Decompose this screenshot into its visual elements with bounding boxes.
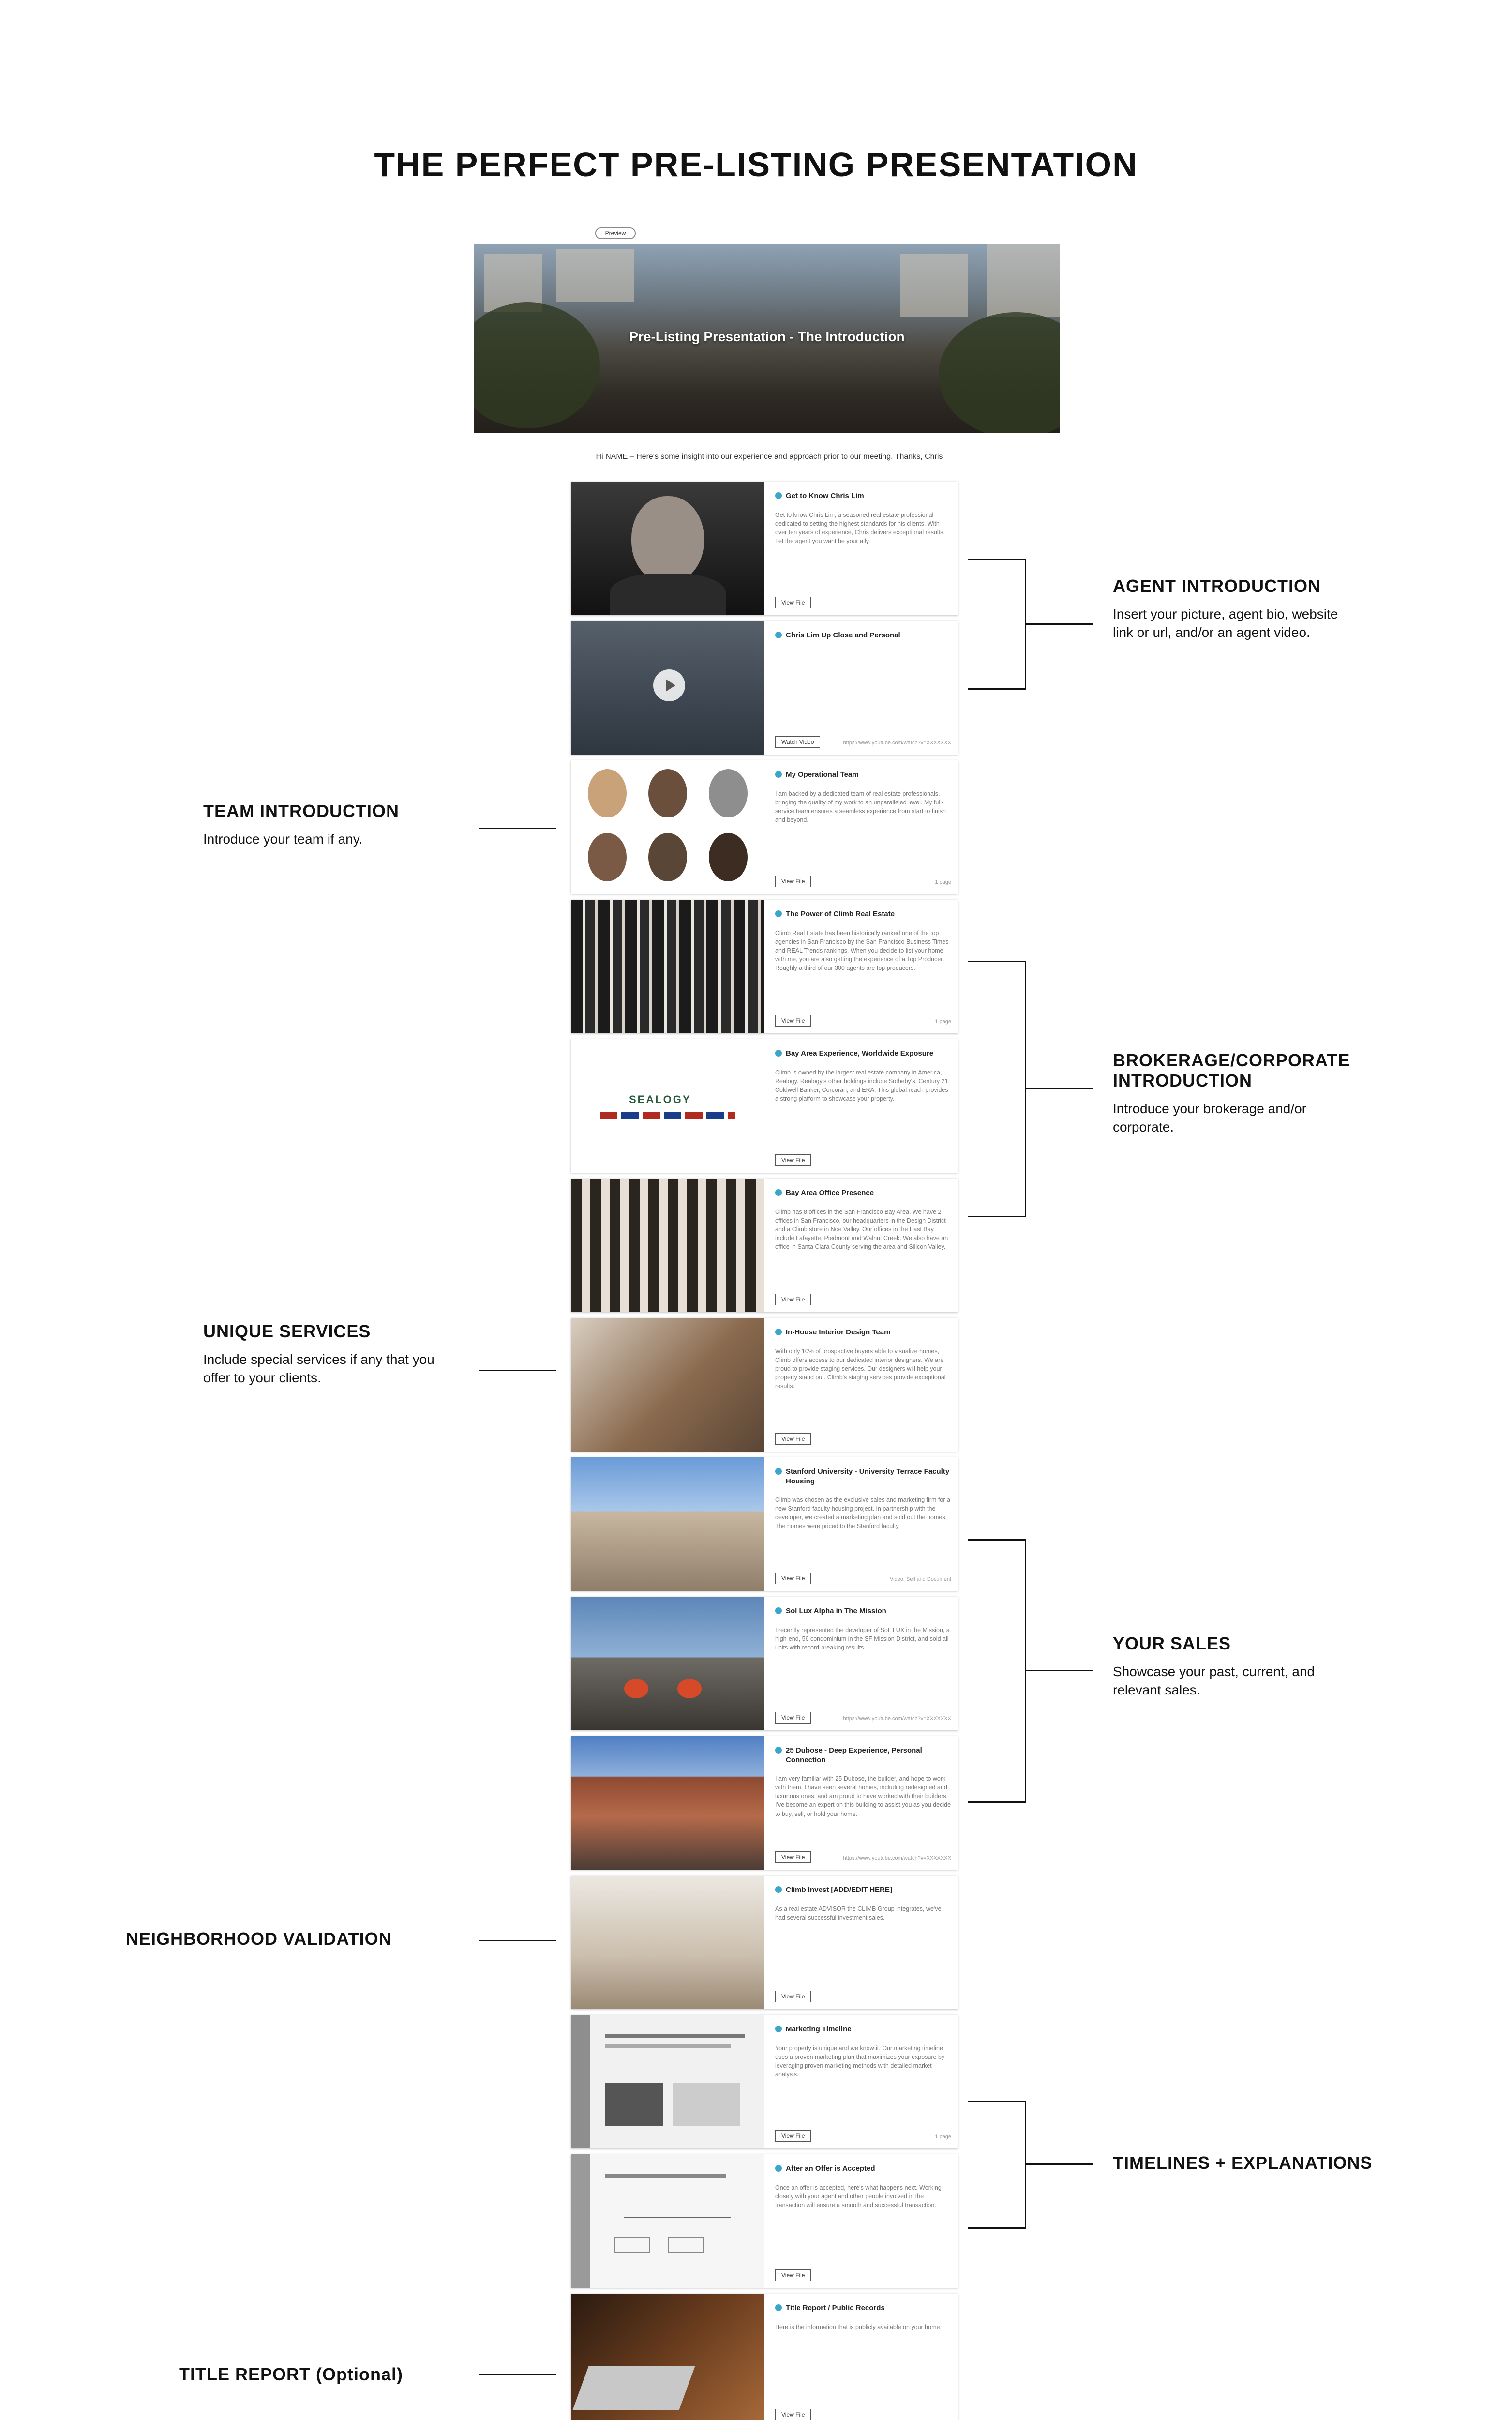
connector-line <box>1025 1088 1093 1089</box>
annotation-title: TEAM INTRODUCTION <box>203 801 399 821</box>
connector-line <box>968 559 1026 560</box>
page-count: 1 page <box>935 2134 951 2140</box>
video-thumbnail[interactable] <box>571 621 764 755</box>
card-description: Climb Real Estate has been historically ranked one of the top agencies in San Francisco by the San Francisco Business Times and REAL Trends rankings. When you decide to list your home with me, you are also getting the experience of a Top Producer. Roughly a third of our 300 agents are top producers. <box>775 929 949 971</box>
card-title: Bay Area Experience, Worldwide Exposure <box>786 1049 934 1058</box>
connector-line <box>968 1801 1026 1803</box>
card-power-of-climb[interactable] <box>571 900 958 1033</box>
view-file-button[interactable]: View File <box>775 1851 811 1863</box>
play-icon[interactable] <box>653 669 685 701</box>
page-title: THE PERFECT PRE-LISTING PRESENTATION <box>374 146 1138 183</box>
card-description: Here is the information that is publicly available on your home. <box>775 2323 942 2330</box>
card-title: Sol Lux Alpha in The Mission <box>786 1607 886 1615</box>
connector-line <box>968 2227 1026 2229</box>
connector-line <box>1025 2163 1093 2165</box>
annotation-title: TITLE REPORT (Optional) <box>179 2364 403 2384</box>
team-photos <box>571 760 764 894</box>
card-description: Climb has 8 offices in the San Francisco Bay Area. We have 2 offices in San Francisco, our headquarters in the Design District and a Climb store in Noe Valley. Our offices in the East Bay include Lafayette, Piedmont and Walnut Creek. We also have an office in Santa Clara County serving the area and Silicon Valley. <box>775 1208 948 1250</box>
connector-line <box>968 2101 1026 2102</box>
annotation-title: UNIQUE SERVICES <box>203 1321 371 1341</box>
annotation-title: NEIGHBORHOOD VALIDATION <box>126 1929 392 1949</box>
card-title: Climb Invest [ADD/EDIT HERE] <box>786 1886 893 1894</box>
annotation-title: BROKERAGE/CORPORATE INTRODUCTION <box>1113 1050 1350 1090</box>
card-description: Your property is unique and we know it. Our marketing timeline uses a proven marketing plan that maximizes your exposure by leveraging proven marketing methods with detailed market analysis. <box>775 2044 945 2078</box>
annotation-unique-services <box>203 1321 464 1387</box>
card-link[interactable]: https://www.youtube.com/watch?v=XXXXXXX <box>843 1716 951 1722</box>
connector-line <box>479 1370 556 1371</box>
card-description: I am very familiar with 25 Dubose, the builder, and hope to work with them. I have seen several homes, including redesigned and luxurious ones, and am proud to have worked with their builders. I've become an expert on this building to assist you as you decide to buy, sell, or hold your home. <box>775 1775 951 1817</box>
info-icon <box>775 1050 782 1057</box>
card-bay-area-experience[interactable] <box>571 1039 958 1173</box>
view-file-button[interactable]: View File <box>775 1712 811 1724</box>
card-description: Climb was chosen as the exclusive sales and marketing firm for a new Stanford faculty housing project. In partnership with the developer, we created a marketing plan and sold out the homes. The homes were priced to the Stanford faculty. <box>775 1497 950 1530</box>
annotation-subtitle: Introduce your brokerage and/or corporate. <box>1113 1101 1307 1134</box>
document-preview <box>571 2015 764 2148</box>
annotation-subtitle: Include special services if any that you offer to your clients. <box>203 1352 434 1385</box>
annotation-your-sales <box>1113 1634 1355 1699</box>
info-icon <box>775 492 782 499</box>
info-icon <box>775 1607 782 1614</box>
info-icon <box>775 1329 782 1335</box>
card-title-report[interactable] <box>571 2294 958 2420</box>
card-description: Climb is owned by the largest real estate company in America, Realogy. Realogy's other holdings include Sotheby's, Century 21, Coldwell Banker, Corcoran, and ERA. This global reach provides a strong platform to showcase your property. <box>775 1069 950 1102</box>
agent-photo <box>571 482 764 615</box>
document-preview <box>571 2154 764 2288</box>
card-description: As a real estate ADVISOR the CLIMB Group integrates, we've had several successful investment sales. <box>775 1905 942 1921</box>
office-photo <box>571 1179 764 1312</box>
card-title: In-House Interior Design Team <box>786 1328 891 1336</box>
card-get-to-know[interactable] <box>571 482 958 615</box>
card-link[interactable]: https://www.youtube.com/watch?v=XXXXXXX <box>843 740 951 746</box>
info-icon <box>775 910 782 917</box>
card-title: My Operational Team <box>786 771 859 779</box>
view-file-button[interactable]: View File <box>775 1433 811 1445</box>
card-title: 25 Dubose - Deep Experience, Personal Connection <box>786 1746 922 1764</box>
info-icon <box>775 1747 782 1754</box>
annotation-title-report <box>179 2364 469 2385</box>
annotation-subtitle: Insert your picture, agent bio, website link or url, and/or an agent video. <box>1113 606 1338 640</box>
hero-banner <box>474 244 1060 433</box>
annotation-neighborhood <box>126 1929 464 1949</box>
card-description: I am backed by a dedicated team of real estate professionals, bringing the quality of my work to an unparalleled level. My full-service team ensures a seamless experience from start to finish and beyond. <box>775 790 946 823</box>
card-title: Stanford University - University Terrace Faculty Housing <box>786 1467 950 1485</box>
annotation-brokerage <box>1113 1050 1364 1136</box>
annotation-agent-introduction <box>1113 576 1355 642</box>
card-sol-lux[interactable] <box>571 1597 958 1730</box>
card-title: Title Report / Public Records <box>786 2304 885 2312</box>
logo-text: SEALOGY <box>629 1093 691 1105</box>
connector-line <box>968 1539 1026 1541</box>
info-icon <box>775 2165 782 2172</box>
living-room-photo <box>571 1876 764 2009</box>
card-title: Get to Know Chris Lim <box>786 492 864 500</box>
desk-photo <box>571 2294 764 2420</box>
page-count: 1 page <box>935 1019 951 1025</box>
card-title: Marketing Timeline <box>786 2025 852 2033</box>
info-icon <box>775 1468 782 1475</box>
watch-video-button[interactable]: Watch Video <box>775 736 820 748</box>
info-icon <box>775 1189 782 1196</box>
connector-line <box>1025 1670 1093 1671</box>
card-team[interactable] <box>571 760 958 894</box>
info-icon <box>775 632 782 638</box>
preview-chip[interactable]: Preview <box>595 227 636 239</box>
hero-title: Pre-Listing Presentation - The Introduction <box>629 329 905 344</box>
page-count: 1 page <box>935 879 951 885</box>
interior-photo <box>571 1318 764 1452</box>
card-interior-design[interactable] <box>571 1318 958 1452</box>
connector-line <box>968 688 1026 690</box>
card-25-dubose[interactable] <box>571 1736 958 1870</box>
card-marketing-timeline[interactable] <box>571 2015 958 2148</box>
connector-line <box>968 961 1026 962</box>
card-climb-invest[interactable] <box>571 1876 958 2009</box>
card-offer-accepted[interactable] <box>571 2154 958 2288</box>
card-link[interactable]: https://www.youtube.com/watch?v=XXXXXXX <box>843 1855 951 1861</box>
card-title: Bay Area Office Presence <box>786 1189 874 1197</box>
connector-line <box>479 828 556 829</box>
connector-line <box>479 2374 556 2375</box>
rooftop-photo <box>571 1597 764 1730</box>
annotation-subtitle: Introduce your team if any. <box>203 832 363 847</box>
connector-line <box>968 1216 1026 1217</box>
info-icon <box>775 2304 782 2311</box>
card-description: I recently represented the developer of SoL LUX in the Mission, a high-end, 56 condominium in the SF Mission District, and sold all units with record-breaking results. <box>775 1626 950 1651</box>
card-description: With only 10% of prospective buyers able to visualize homes, Climb offers access to our dedicated interior designers. We are proud to provide staging services. Our designers will help your property stand out. Climb's staging services provide exceptional results. <box>775 1347 946 1390</box>
annotation-title: AGENT INTRODUCTION <box>1113 576 1321 596</box>
info-icon <box>775 2026 782 2032</box>
annotation-title: YOUR SALES <box>1113 1634 1231 1653</box>
card-title: After an Offer is Accepted <box>786 2164 875 2173</box>
card-office-presence[interactable] <box>571 1179 958 1312</box>
view-file-button[interactable]: View File <box>775 1991 811 2002</box>
view-file-button[interactable]: View File <box>775 1154 811 1166</box>
view-file-button[interactable]: View File <box>775 2130 811 2142</box>
view-file-button[interactable]: View File <box>775 876 811 887</box>
view-file-button[interactable]: View File <box>775 1294 811 1305</box>
view-file-button[interactable]: View File <box>775 597 811 608</box>
info-icon <box>775 771 782 778</box>
building-photo <box>571 1736 764 1870</box>
brand-logos <box>571 1039 764 1173</box>
connector-line <box>479 1940 556 1941</box>
card-title: Chris Lim Up Close and Personal <box>786 631 900 639</box>
annotation-team-introduction <box>203 801 464 848</box>
group-photo <box>571 900 764 1033</box>
card-description: Once an offer is accepted, here's what happens next. Working closely with your agent and other people involved in the transaction will ensure a smooth and successful transaction. <box>775 2184 942 2208</box>
card-title: The Power of Climb Real Estate <box>786 910 895 918</box>
annotation-title: TIMELINES + EXPLANATIONS <box>1113 2153 1373 2173</box>
card-description: Get to know Chris Lim, a seasoned real estate professional dedicated to setting the highest standards for his clients. With over ten years of experience, Chris delivers exceptional results. Let the agent you want be your ally. <box>775 511 945 544</box>
view-file-button[interactable]: View File <box>775 2269 811 2281</box>
view-file-button[interactable]: View File <box>775 1573 811 1584</box>
building-photo <box>571 1457 764 1591</box>
card-stanford[interactable] <box>571 1457 958 1591</box>
connector-line <box>1025 623 1093 625</box>
card-video[interactable] <box>571 621 958 755</box>
view-file-button[interactable]: View File <box>775 1015 811 1027</box>
intro-text: Hi NAME – Here's some insight into our experience and approach prior to our meeting. Thanks, Chris <box>596 453 943 461</box>
card-link[interactable]: Video: Sell and Document <box>890 1576 951 1582</box>
annotation-subtitle: Showcase your past, current, and relevant sales. <box>1113 1664 1315 1697</box>
info-icon <box>775 1886 782 1893</box>
annotation-timelines <box>1113 2153 1452 2173</box>
view-file-button[interactable]: View File <box>775 2409 811 2420</box>
